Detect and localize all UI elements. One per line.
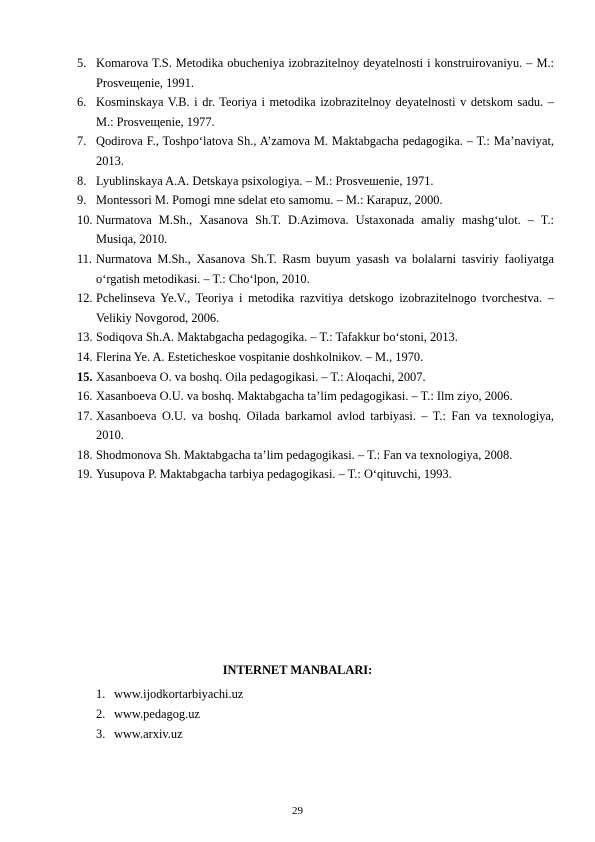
reference-text: Nurmatova M.Sh., Xasanova Sh.T. D.Azimova. Ustaxonada amaliy mashg‘ulot. – T.: Musiqa, 2010. [96,212,554,247]
reference-item [77,93,554,132]
reference-text: Montessori M. Pomogi mne sdelat eto samomu. – M.: Karapuz, 2000. [96,193,443,208]
reference-item [77,446,554,466]
reference-item [77,250,554,289]
reference-text: Kosminskaya V.B. i dr. Teoriya i metodika izobrazitelnoy deyatelnosti v detskom sadu. – M.: Prosveщenie, 1977. [96,95,554,129]
reference-item [77,407,554,446]
reference-number: 11. [77,251,93,266]
reference-text: Pchelinseva Ye.V., Teoriya i metodika razvitiya detskogo izobrazitelnogo tvorchestva. – Velikiy Novgorod, 2006. [96,291,554,325]
reference-text: Xasanboeva O. va boshq. Oila pedagogikasi. – T.: Aloqachi, 2007. [96,369,426,384]
reference-text: Qodirova F., Toshpo‘latova Sh., A’zamova M. Maktabgacha pedagogika. – T.: Ma’naviyat, 2013. [96,134,554,168]
reference-item [77,211,554,250]
reference-text: Xasanboeva O.U. va boshq. Oilada barkamol avlod tarbiyasi. – T.: Fan va texnologiya, 2010. [96,408,554,443]
link-url[interactable]: www.pedagog.uz [114,707,200,721]
reference-number: 10. [77,212,93,227]
reference-item [77,368,554,388]
reference-item [77,191,554,211]
reference-number: 6. [77,95,87,110]
reference-number: 9. [77,193,87,208]
reference-item [77,328,554,348]
reference-item [77,54,554,93]
reference-text: Shodmonova Sh. Maktabgacha ta’lim pedagogikasi. – T.: Fan va texnologiya, 2008. [96,447,513,462]
reference-number: 18. [77,447,93,462]
reference-number: 5. [77,56,87,70]
reference-text: Flerina Ye. A. Esteticheskoe vospitanie doshkolnikov. – M., 1970. [96,349,424,364]
reference-text: Nurmatova M.Sh., Xasanova Sh.T. Rasm buyum yasash va bolalarni tasviriy faoliyatga o‘rgatish metodikasi. – T.: Cho‘lpon, 2010. [96,251,554,286]
link-number: 2. [96,707,106,721]
reference-item [77,387,554,407]
page-number: 29 [292,805,303,817]
reference-number: 16. [77,389,93,404]
link-number: 3. [96,727,106,741]
reference-text: Lyublinskaya A.A. Detskaya psixologiya. – M.: Prosveшenie, 1971. [96,173,434,188]
reference-list [77,54,554,485]
reference-number: 8. [77,173,87,188]
link-number: 1. [96,687,106,701]
reference-number: 15. [77,369,93,384]
reference-number: 13. [77,330,93,345]
internet-sources-heading: INTERNET MANBALARI: [222,663,373,677]
link-url[interactable]: www.arxiv.uz [114,727,183,741]
reference-number: 17. [77,408,93,423]
reference-item [77,289,554,328]
reference-number: 7. [77,134,87,149]
reference-item [77,348,554,368]
internet-link-item [96,704,243,724]
reference-item [77,132,554,171]
internet-links-list [96,684,243,744]
internet-link-item [96,684,243,704]
reference-item [77,172,554,192]
reference-text: Komarova T.S. Metodika obucheniya izobrazitelnoy deyatelnosti i konstruirovaniyu. – M.: Prosveщenie, 1991. [96,56,554,90]
reference-text: Yusupova P. Maktabgacha tarbiya pedagogikasi. – T.: O‘qituvchi, 1993. [96,467,452,482]
reference-number: 14. [77,349,93,364]
reference-item [77,465,554,485]
reference-number: 12. [77,291,93,306]
internet-link-item [96,724,243,744]
reference-text: Xasanboeva O.U. va boshq. Maktabgacha ta’lim pedagogikasi. – T.: Ilm ziyo, 2006. [96,389,513,404]
reference-text: Sodiqova Sh.A. Maktabgacha pedagogika. – T.: Tafakkur bo‘stoni, 2013. [96,330,458,345]
link-url[interactable]: www.ijodkortarbiyachi.uz [114,687,244,701]
reference-number: 19. [77,467,93,482]
